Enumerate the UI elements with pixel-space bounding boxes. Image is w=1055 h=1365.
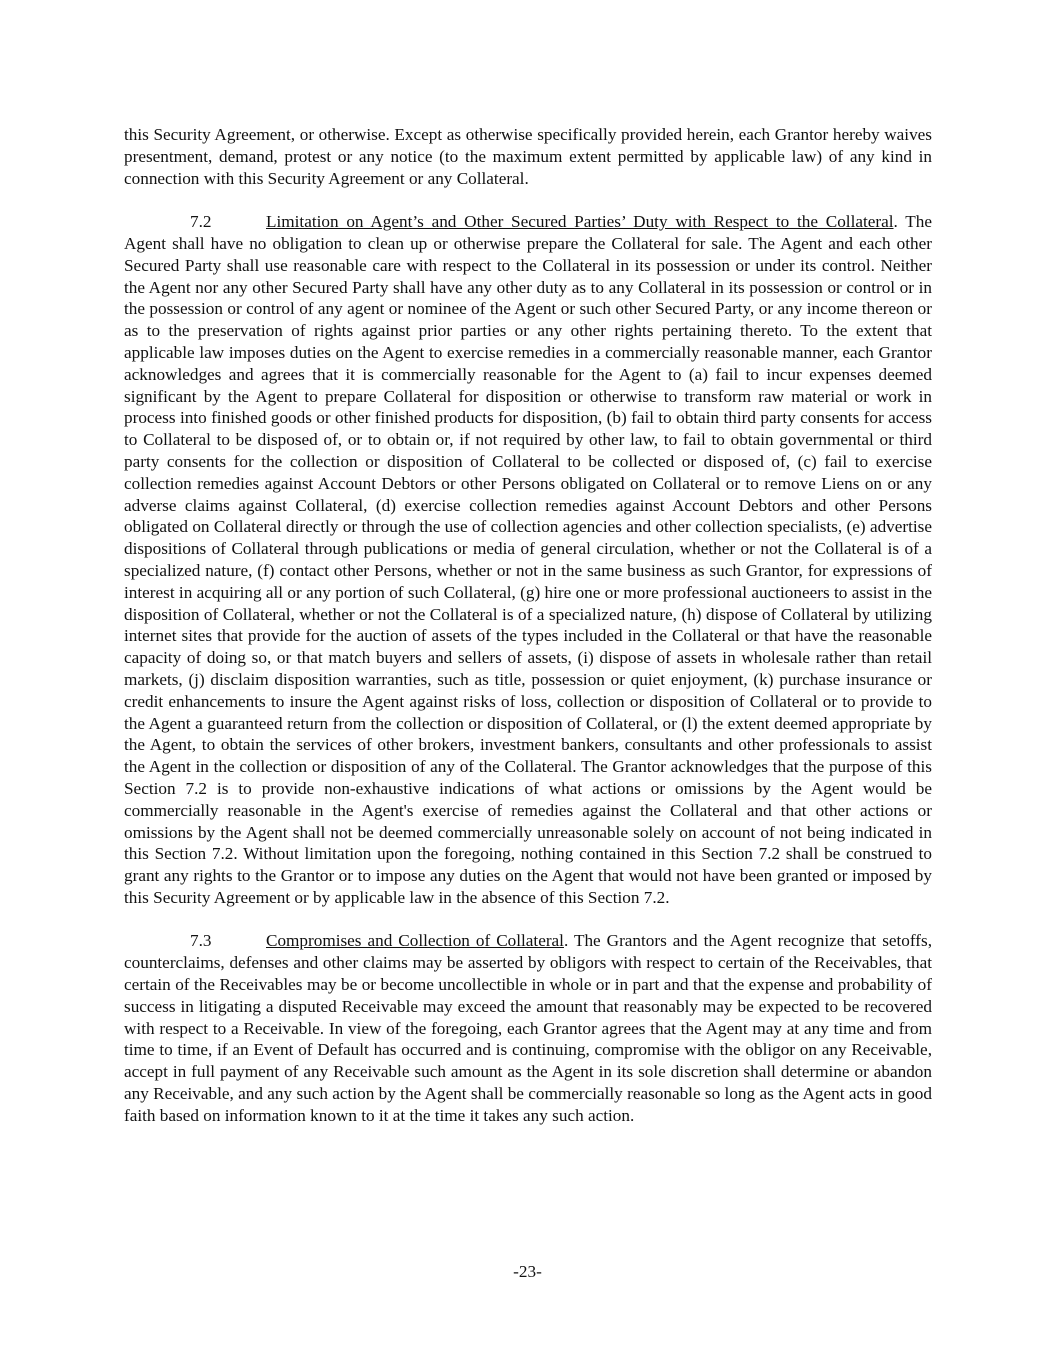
section-7-2: [124, 211, 932, 909]
page-number: -23-: [513, 1262, 542, 1281]
section-7-3: [124, 930, 932, 1126]
section-7-3-title-end: .: [563, 931, 569, 951]
document-page: [124, 124, 932, 1148]
section-7-2-title: Limitation on Agent’s and Other Secured Parties’ Duty with Respect to the Collateral: [266, 212, 894, 232]
section-7-2-number: 7.2: [190, 212, 212, 232]
section-7-3-number: 7.3: [190, 931, 212, 951]
intro-paragraph: this Security Agreement, or otherwise. Except as otherwise specifically provided herein, each Grantor hereby waives presentment, demand, protest or any notice (to the maximum extent permitted by applicable law) of any kind in connection with this Security Agreement or any Collateral.: [124, 125, 932, 188]
section-7-2-body: The Agent shall have no obligation to clean up or otherwise prepare the Collateral for sale. The Agent and each other Secured Party shall use reasonable care with respect to the Collateral in its possession or under its control. Neither the Agent nor any other Secured Party shall have any other duty as to any Collateral in its possession or control or in the possession or control of any agent or nominee of the Agent or such other Secured Party, or any income thereon or as to the preservation of rights against prior parties or any other rights pertaining thereto. To the extent that applicable law imposes duties on the Agent to exercise remedies in a commercially reasonable manner, each Grantor acknowledges and agrees that it is commercially reasonable for the Agent to (a) fail to incur expenses deemed significant by the Agent to prepare Collateral for disposition or otherwise to transform raw material or work in process into finished goods or other finished products for disposition, (b) fail to obtain third party consents for access to Collateral to be disposed of, or to obtain or, if not required by other law, to fail to obtain governmental or third party consents for the collection or disposition of Collateral to be collected or disposed of, (c) fail to exercise collection remedies against Account Debtors or other Persons obligated on Collateral or to remove Liens on or any adverse claims against Collateral, (d) exercise collection remedies against Account Debtors and other Persons obligated on Collateral directly or through the use of collection agencies and other collection specialists, (e) advertise dispositions of Collateral through publications or media of general circulation, whether or not the Collateral is of a specialized nature, (f) contact other Persons, whether or not in the same business as such Grantor, for expressions of interest in acquiring all or any portion of such Collateral, (g) hire one or more professional auctioneers to assist in the disposition of Collateral, whether or not the Collateral is of a specialized nature, (h) dispose of Collateral by utilizing internet sites that provide for the auction of assets of the types included in the Collateral or that have the reasonable capacity of doing so, or that match buyers and sellers of assets, (i) dispose of assets in wholesale rather than retail markets, (j) disclaim disposition warranties, such as title, possession or quiet enjoyment, (k) purchase insurance or credit enhancements to insure the Agent against risks of loss, collection or disposition of Collateral or to provide to the Agent a guaranteed return from the collection or disposition of Collateral, or (l) the extent deemed appropriate by the Agent, to obtain the services of other brokers, investment bankers, consultants and other professionals to assist the Agent in the collection or disposition of any of the Collateral. The Grantor acknowledges that the purpose of this Section 7.2 is to provide non-exhaustive indications of what actions or omissions by the Agent would be commercially reasonable in the Agent's exercise of remedies against the Collateral and that other actions or omissions by the Agent shall not be deemed commercially unreasonable solely on account of not being indicated in this Section 7.2. Without limitation upon the foregoing, nothing contained in this Section 7.2 shall be construed to grant any rights to the Grantor or to impose any duties on the Agent that would not have been granted or imposed by this Security Agreement or by applicable law in the absence of this Section 7.2.: [124, 212, 932, 907]
section-7-2-title-end: .: [893, 212, 898, 232]
section-7-3-title: Compromises and Collection of Collateral: [266, 931, 564, 951]
section-7-3-body: The Grantors and the Agent recognize that setoffs, counterclaims, defenses and other claims may be asserted by obligors with respect to certain of the Receivables, that certain of the Receivables may be or become uncollectible in whole or in part and that the expense and probability of success in litigating a disputed Receivable may exceed the amount that reasonably may be expected to be recovered with respect to a Receivable. In view of the foregoing, each Grantor agrees that the Agent may at any time and from time to time, if an Event of Default has occurred and is continuing, compromise with the obligor on any Receivable, accept in full payment of any Receivable such amount as the Agent in its sole discretion shall determine or abandon any Receivable, and any such action by the Agent shall be commercially reasonable so long as the Agent acts in good faith based on information known to it at the time it takes any such action.: [124, 931, 932, 1125]
